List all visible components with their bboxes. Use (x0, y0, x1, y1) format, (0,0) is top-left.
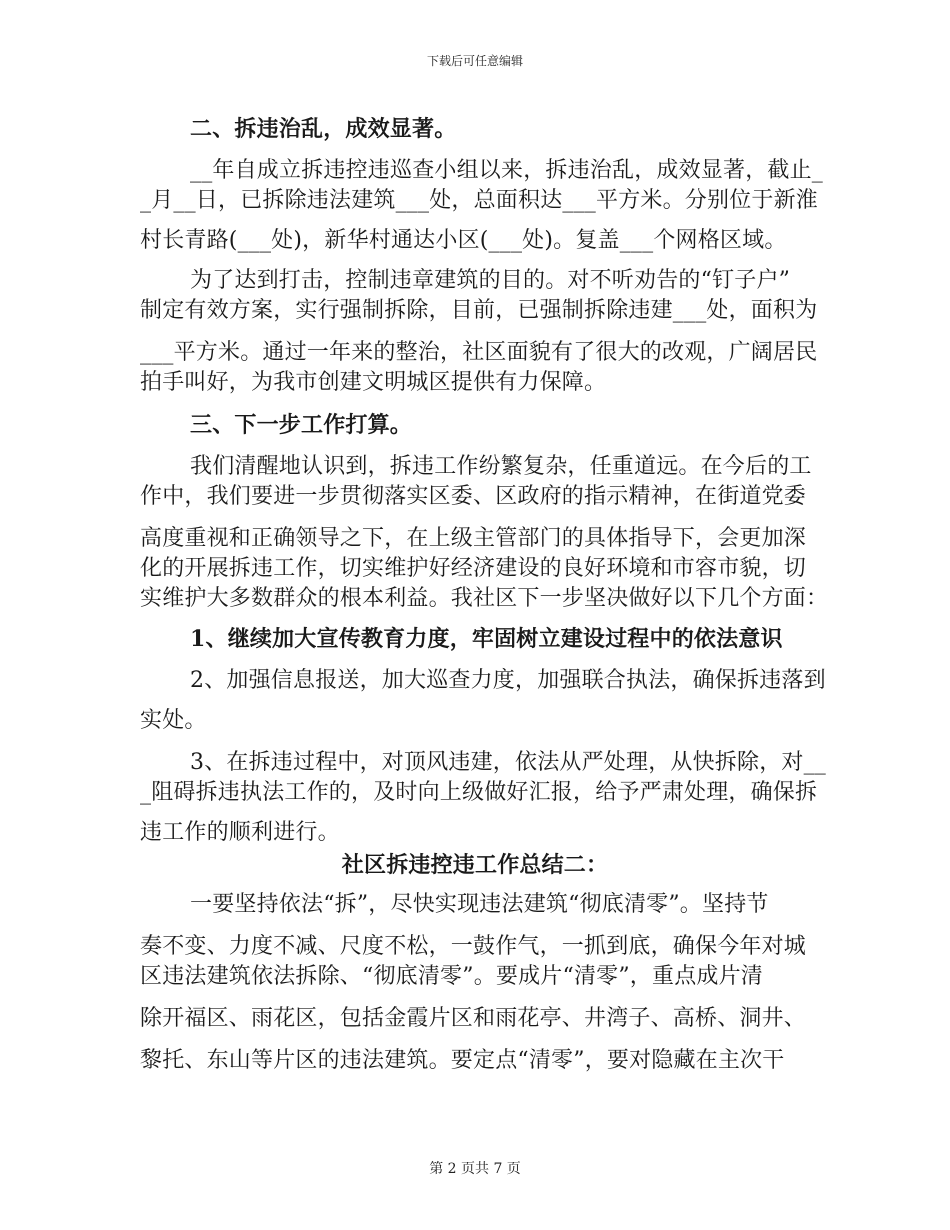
paragraph-line: 违工作的顺利进行。 (140, 820, 340, 845)
page-footer: 第 2 页共 7 页 (429, 1161, 521, 1177)
paragraph-line: 高度重视和正确领导之下，在上级主管部门的具体指导下，会更加深 (140, 526, 807, 551)
paragraph-line: 实维护大多数群众的根本利益。我社区下一步坚决做好以下几个方面： (140, 586, 829, 611)
page-header: 下载后可任意编辑 (426, 54, 523, 68)
paragraph-line: __年自成立拆违控违巡查小组以来，拆违治乱，成效显著，截止_ (190, 158, 824, 183)
section-heading: 二、拆违治乱，成效显著。 (190, 116, 457, 142)
paragraph-line: _阻碍拆违执法工作的，及时向上级做好汇报，给予严肃处理，确保拆 (140, 780, 818, 805)
paragraph-line: 区违法建筑依法拆除、“彻底清零”。要成片“清零”，重点成片清 (140, 964, 763, 989)
paragraph-line: 化的开展拆违工作，切实维护好经济建设的良好环境和市容市貌，切 (140, 556, 807, 581)
paragraph-line: 我们清醒地认识到，拆违工作纷繁复杂，任重道远。在今后的工 (190, 454, 812, 479)
paragraph-line: 除开福区、雨花区，包括金霞片区和雨花亭、井湾子、高桥、洞井、 (140, 1006, 807, 1031)
paragraph-line: 奏不变、力度不减、尺度不松，一鼓作气，一抓到底，确保今年对城 (140, 934, 807, 959)
section-title: 社区拆违控违工作总结二： (341, 852, 609, 878)
paragraph-line: 3、在拆违过程中，对顶风违建，依法从严处理，从快拆除，对__ (190, 750, 826, 775)
paragraph-line: 拍手叫好，为我市创建文明城区提供有力保障。 (140, 370, 607, 395)
paragraph-line: 一要坚持依法“拆”，尽快实现违法建筑“彻底清零”。坚持节 (190, 892, 769, 917)
paragraph-line: 2、加强信息报送，加大巡查力度，加强联合执法，确保拆违落到 (190, 668, 826, 693)
paragraph-line: _月__日，已拆除违法建筑___处，总面积达___平方米。分别位于新淮 (140, 188, 819, 213)
section-heading: 1、继续加大宣传教育力度，牢固树立建设过程中的依法意识 (190, 626, 783, 652)
section-heading: 三、下一步工作打算。 (190, 412, 413, 438)
paragraph-line: 为了达到打击，控制违章建筑的目的。对不听劝告的“钉子户” (190, 268, 791, 293)
paragraph-line: 作中，我们要进一步贯彻落实区委、区政府的指示精神，在街道党委 (140, 484, 807, 509)
paragraph-line: 实处。 (140, 708, 207, 733)
paragraph-line: ___平方米。通过一年来的整治，社区面貌有了很大的改观，广阔居民 (140, 340, 818, 365)
paragraph-line: 黎托、东山等片区的违法建筑。要定点“清零”，要对隐藏在主次干 (140, 1048, 785, 1073)
paragraph-line: 制定有效方案，实行强制拆除，目前，已强制拆除违建___处，面积为 (140, 298, 818, 323)
paragraph-line: 村长青路(___处)，新华村通达小区(___处)。复盖___个网格区域。 (140, 228, 787, 253)
